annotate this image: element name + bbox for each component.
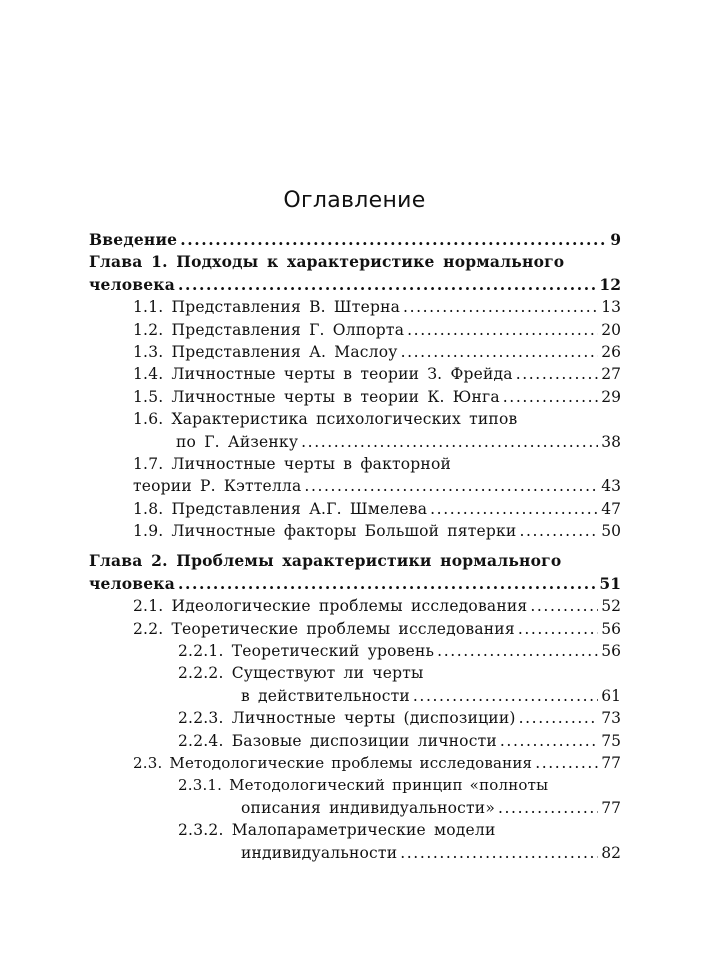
toc-entry[interactable] [89, 363, 621, 385]
toc-page-number: 13 [601, 298, 621, 317]
toc-leader-dots [530, 595, 598, 617]
toc-leader-dots [304, 475, 598, 497]
toc-page-number: 43 [601, 477, 621, 496]
toc-entry-text: в действительности [241, 686, 410, 705]
toc-entry[interactable] [89, 819, 621, 841]
toc-leader-dots [498, 797, 598, 819]
toc-entry[interactable] [89, 520, 621, 542]
toc-page-number: 77 [601, 753, 621, 772]
toc-page-number: 50 [601, 522, 621, 541]
toc-page-number: 20 [601, 320, 621, 339]
toc-leader-dots [180, 229, 607, 251]
toc-entry-text: 2.2.4. Базовые диспозиции личности [178, 731, 497, 750]
toc-page-number: 56 [601, 642, 621, 661]
toc-entry-text: 1.8. Представления А.Г. Шмелева [133, 499, 428, 518]
toc-page-number: 29 [601, 387, 621, 406]
toc-entry-text: 1.7. Личностные черты в факторной [133, 454, 452, 473]
toc-page-number: 52 [601, 597, 621, 616]
toc-entry[interactable] [89, 595, 621, 617]
toc-entry-text: описания индивидуальности» [241, 798, 495, 817]
toc-chapter-heading[interactable] [89, 251, 621, 273]
toc-leader-dots [437, 640, 598, 662]
toc-page-number: 38 [601, 432, 621, 451]
toc-entry-text: 1.1. Представления В. Штерна [133, 298, 401, 317]
toc-page-number: 26 [601, 342, 621, 361]
toc-page-number: 77 [601, 798, 621, 817]
toc-page-number: 61 [601, 686, 621, 705]
toc-entry[interactable] [89, 453, 621, 475]
toc-entry-text: Введение [89, 230, 178, 249]
toc-leader-dots [500, 730, 598, 752]
toc-page-number: 27 [601, 365, 621, 384]
toc-entry-text: индивидуальности [241, 843, 398, 862]
toc-entry-text: 2.2. Теоретические проблемы исследования [133, 619, 515, 638]
toc-entry[interactable] [89, 618, 621, 640]
toc-leader-dots [178, 573, 596, 595]
toc-entry[interactable] [89, 386, 621, 408]
toc-entry[interactable] [89, 475, 621, 497]
toc-page-number: 56 [601, 619, 621, 638]
toc-leader-dots [519, 707, 599, 729]
toc-entry-text: 1.2. Представления Г. Олпорта [133, 320, 405, 339]
toc-entry-text: 2.2.1. Теоретический уровень [178, 642, 435, 661]
toc-leader-dots [535, 752, 598, 774]
toc-entry-text: 1.9. Личностные факторы Большой пятерки [133, 522, 517, 541]
toc-page-number: 12 [599, 274, 621, 294]
toc-entry[interactable] [89, 498, 621, 520]
toc-entry[interactable] [89, 274, 621, 296]
toc-entry[interactable] [89, 431, 621, 453]
toc-page-number: 75 [601, 731, 621, 750]
toc-entry[interactable] [89, 319, 621, 341]
toc-leader-dots [301, 431, 598, 453]
toc-leader-dots [413, 685, 598, 707]
toc-leader-dots [401, 341, 599, 363]
toc-entry-text: 2.3.1. Методологический принцип «полноты [178, 776, 549, 795]
toc-entry-text: теории Р. Кэттелла [133, 477, 302, 496]
toc-entry-text: Глава 2. Проблемы характеристики нормального [89, 551, 562, 571]
toc-entry-text: 2.3.2. Малопараметрические модели [178, 821, 496, 840]
toc-entry[interactable] [89, 730, 621, 752]
toc-entry-text: 1.3. Представления А. Маслоу [133, 342, 398, 361]
toc-entry-introduction[interactable] [89, 229, 621, 251]
toc-leader-dots [430, 498, 598, 520]
toc-entry[interactable] [89, 408, 621, 430]
toc-entry-text: 2.2.2. Существуют ли черты [178, 664, 424, 683]
table-of-contents [89, 229, 621, 864]
toc-entry-text: 1.4. Личностные черты в теории З. Фрейда [133, 365, 513, 384]
toc-chapter-heading[interactable] [89, 550, 621, 572]
toc-entry[interactable] [89, 341, 621, 363]
toc-leader-dots [178, 274, 596, 296]
toc-entry[interactable] [89, 640, 621, 662]
toc-page-number: 9 [610, 230, 621, 249]
toc-entry[interactable] [89, 662, 621, 684]
toc-leader-dots [518, 618, 598, 640]
toc-leader-dots [516, 363, 599, 385]
toc-entry[interactable] [89, 685, 621, 707]
toc-leader-dots [403, 296, 598, 318]
toc-entry-text: человека [89, 573, 175, 593]
toc-entry[interactable] [89, 774, 621, 796]
toc-page-number: 51 [599, 573, 621, 593]
toc-entry-text: по Г. Айзенку [176, 432, 299, 451]
toc-leader-dots [503, 386, 598, 408]
toc-entry-text: человека [89, 274, 175, 294]
toc-entry-text: 1.5. Личностные черты в теории К. Юнга [133, 387, 500, 406]
toc-entry[interactable] [89, 707, 621, 729]
toc-page-number: 82 [601, 843, 621, 862]
toc-entry[interactable] [89, 752, 621, 774]
toc-entry-text: 2.3. Методологические проблемы исследования [133, 753, 533, 772]
toc-entry[interactable] [89, 842, 621, 864]
toc-title: Оглавление [283, 188, 426, 213]
toc-leader-dots [400, 842, 598, 864]
toc-entry[interactable] [89, 296, 621, 318]
toc-page-number: 73 [601, 709, 621, 728]
toc-entry[interactable] [89, 797, 621, 819]
toc-entry[interactable] [89, 573, 621, 595]
toc-entry-text: Глава 1. Подходы к характеристике нормального [89, 252, 565, 272]
toc-page-number: 47 [601, 499, 621, 518]
toc-entry-text: 2.1. Идеологические проблемы исследования [133, 597, 528, 616]
toc-entry-text: 1.6. Характеристика психологических типов [133, 410, 518, 429]
toc-entry-text: 2.2.3. Личностные черты (диспозиции) [178, 709, 516, 728]
toc-leader-dots [519, 520, 598, 542]
toc-leader-dots [407, 319, 598, 341]
